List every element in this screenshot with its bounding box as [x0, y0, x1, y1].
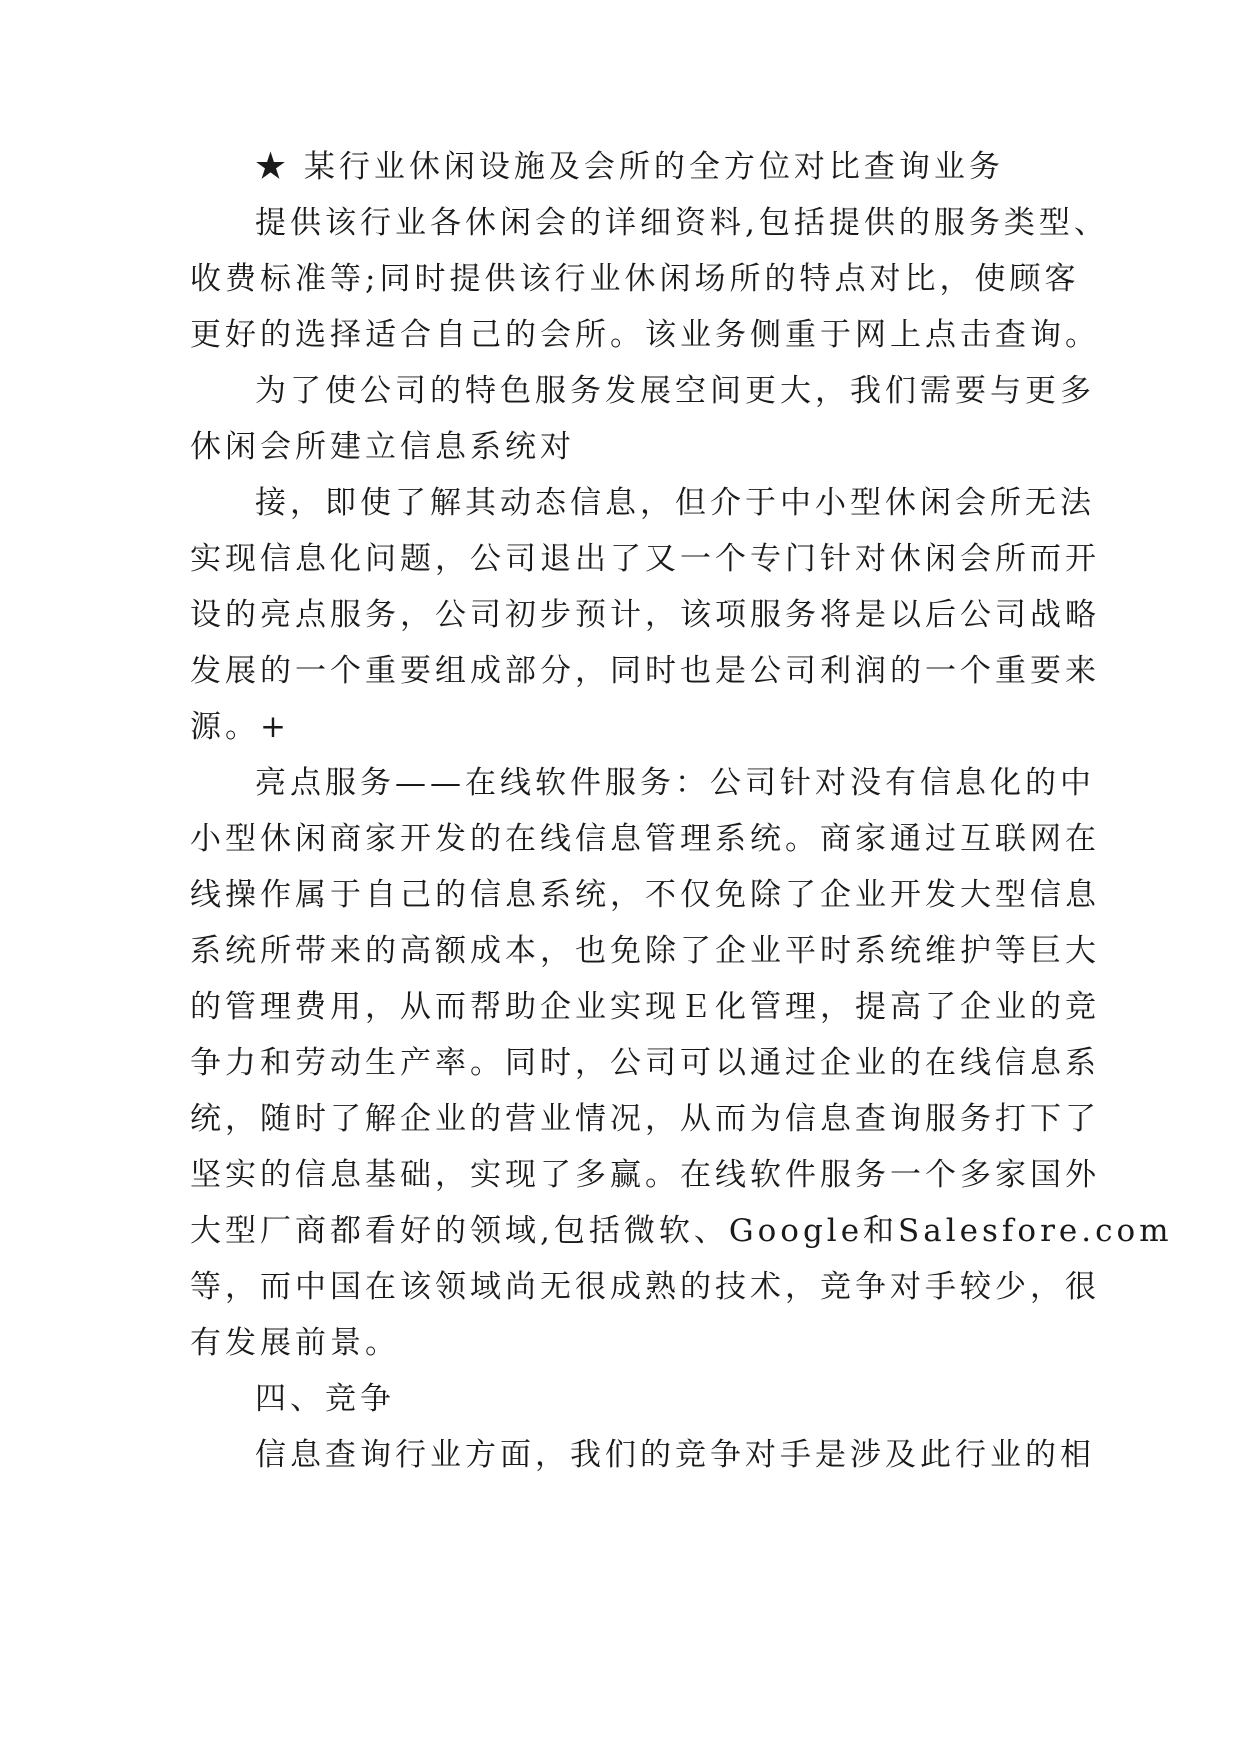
paragraph-line: 系统所带来的高额成本，也免除了企业平时系统维护等巨大: [190, 933, 1100, 969]
paragraph-line: 更好的选择适合自己的会所。该业务侧重于网上点击查询。: [190, 317, 1100, 353]
paragraph-line: 设的亮点服务，公司初步预计，该项服务将是以后公司战略: [190, 597, 1100, 633]
bullet-heading: ★ 某行业休闲设施及会所的全方位对比查询业务: [255, 149, 1004, 185]
paragraph-line: 实现信息化问题，公司退出了又一个专门针对休闲会所而开: [190, 541, 1100, 577]
paragraph-line: 大型厂商都看好的领域,包括微软、Google和Salesfore.com: [190, 1213, 1173, 1249]
paragraph-line: 统，随时了解企业的营业情况，从而为信息查询服务打下了: [190, 1101, 1100, 1137]
paragraph-line: 争力和劳动生产率。同时，公司可以通过企业的在线信息系: [190, 1045, 1100, 1081]
paragraph-line: 亮点服务——在线软件服务：公司针对没有信息化的中: [255, 765, 1095, 801]
paragraph-line: 的管理费用，从而帮助企业实现Ｅ化管理，提高了企业的竞: [190, 989, 1100, 1025]
paragraph-line: 信息查询行业方面，我们的竞争对手是涉及此行业的相: [255, 1437, 1095, 1473]
section-heading: 四、竞争: [255, 1381, 395, 1417]
paragraph-line: 小型休闲商家开发的在线信息管理系统。商家通过互联网在: [190, 821, 1100, 857]
paragraph-line: 休闲会所建立信息系统对: [190, 429, 575, 465]
paragraph-line: 有发展前景。: [190, 1325, 400, 1361]
paragraph-line: 坚实的信息基础，实现了多赢。在线软件服务一个多家国外: [190, 1157, 1100, 1193]
paragraph-line: 接，即使了解其动态信息，但介于中小型休闲会所无法: [255, 485, 1095, 521]
paragraph-line: 等，而中国在该领域尚无很成熟的技术，竞争对手较少，很: [190, 1269, 1100, 1305]
paragraph-line: 线操作属于自己的信息系统，不仅免除了企业开发大型信息: [190, 877, 1100, 913]
paragraph-line: 收费标准等;同时提供该行业休闲场所的特点对比，使顾客: [190, 261, 1080, 297]
paragraph-line: 为了使公司的特色服务发展空间更大，我们需要与更多: [255, 373, 1095, 409]
paragraph-line: 发展的一个重要组成部分，同时也是公司利润的一个重要来: [190, 653, 1100, 689]
paragraph-line: 源。+: [190, 709, 290, 745]
paragraph-line: 提供该行业各休闲会的详细资料,包括提供的服务类型、: [255, 205, 1109, 241]
